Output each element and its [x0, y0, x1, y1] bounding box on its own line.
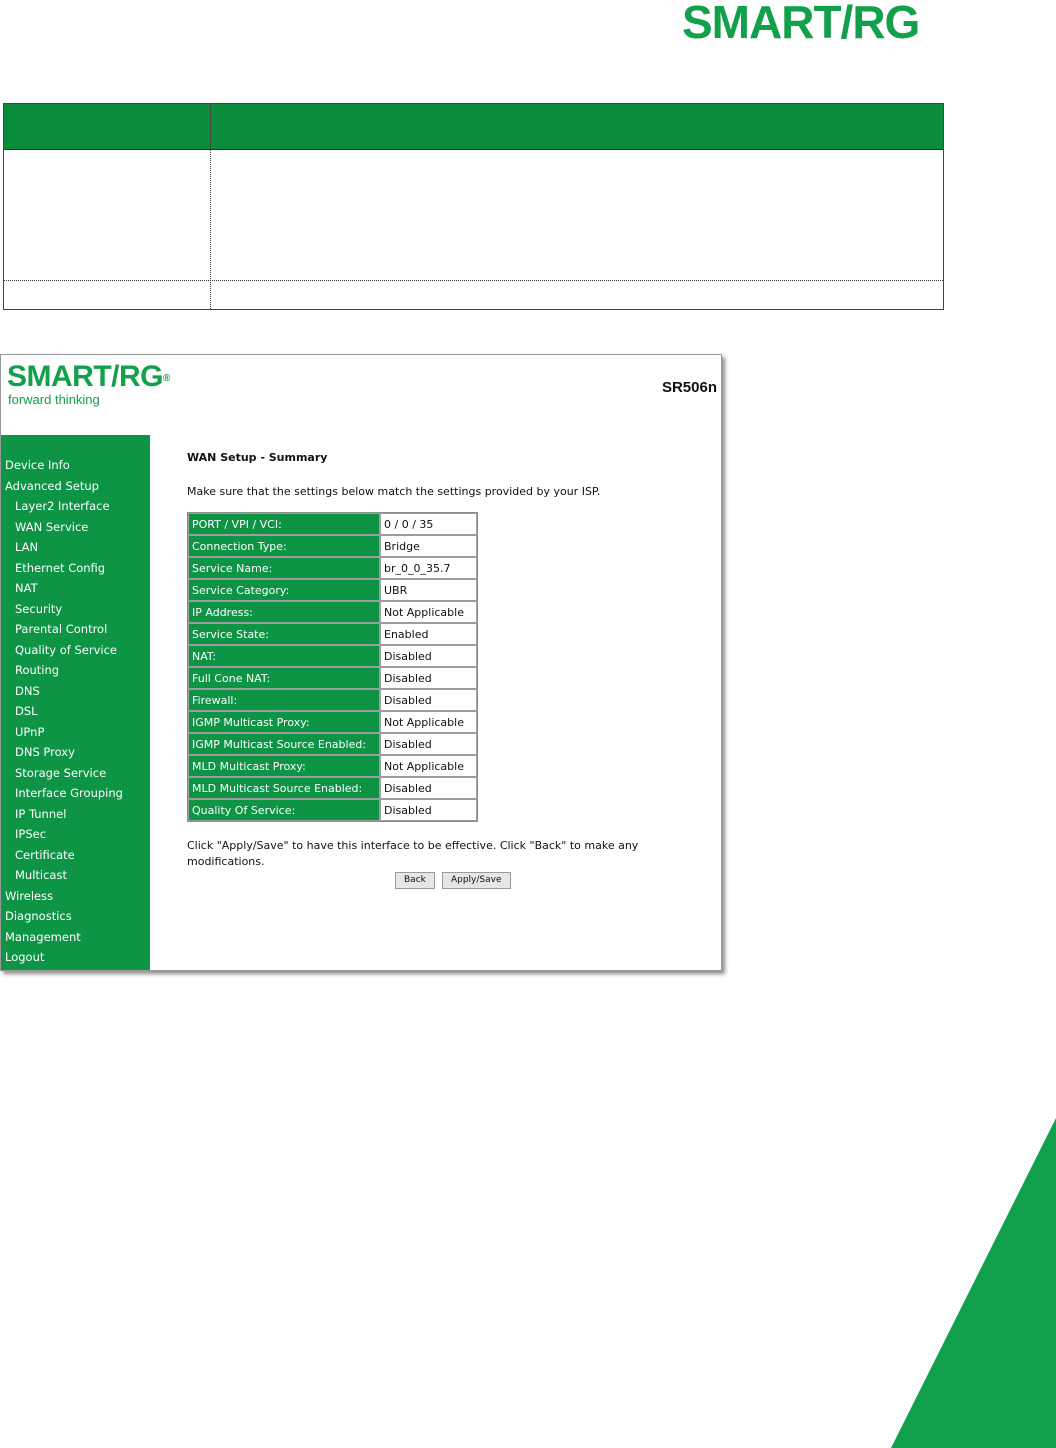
row-value: 0 / 0 / 35 [380, 513, 477, 535]
row-label: NAT: [188, 645, 380, 667]
sidebar-item-device-info[interactable]: Device Info [5, 458, 70, 472]
sidebar-item-management[interactable]: Management [5, 929, 81, 944]
document-table-row-divider [4, 280, 943, 281]
sidebar-item-lan[interactable]: LAN [15, 540, 39, 554]
row-value: Not Applicable [380, 711, 477, 733]
document-table-column-divider [210, 104, 211, 309]
table-row [188, 799, 477, 821]
sidebar-item-quality-of-service[interactable]: Quality of Service [15, 642, 117, 657]
table-row [188, 535, 477, 557]
registered-mark: ® [163, 373, 170, 384]
sidebar-item-parental-control[interactable]: Parental Control [15, 622, 108, 636]
document-table-header [4, 104, 943, 150]
row-value: Disabled [380, 645, 477, 667]
row-label: Connection Type: [188, 535, 380, 557]
row-value: Enabled [380, 623, 477, 645]
header-brand-logo: SMART/RG [682, 0, 920, 48]
table-row [188, 667, 477, 689]
sidebar-item-layer2-interface[interactable]: Layer2 Interface [15, 499, 110, 513]
sidebar-item-dns[interactable]: DNS [15, 683, 40, 698]
sidebar-item-diagnostics[interactable]: Diagnostics [5, 909, 72, 923]
row-label: MLD Multicast Proxy: [188, 755, 380, 777]
row-value: Bridge [380, 535, 477, 557]
row-value: Not Applicable [380, 601, 477, 623]
button-row [187, 872, 707, 891]
row-value: Disabled [380, 777, 477, 799]
sidebar-item-ethernet-config[interactable]: Ethernet Config [15, 560, 106, 575]
row-value: Disabled [380, 799, 477, 821]
sidebar-item-ipsec[interactable]: IPSec [15, 827, 47, 841]
row-value: UBR [380, 579, 477, 601]
footer-note: Click "Apply/Save" to have this interface to be effective. Click "Back" to make any modifications. [187, 839, 639, 868]
sidebar-item-interface-grouping[interactable]: Interface Grouping [15, 786, 123, 800]
sidebar-item-dns-proxy[interactable]: DNS Proxy [15, 745, 75, 759]
row-label: IGMP Multicast Source Enabled: [188, 733, 380, 755]
row-value: Disabled [380, 689, 477, 711]
row-label: MLD Multicast Source Enabled: [188, 777, 380, 799]
row-label: Service Category: [188, 579, 380, 601]
row-label: Full Cone NAT: [188, 667, 380, 689]
row-label: Quality Of Service: [188, 799, 380, 821]
sidebar-item-upnp[interactable]: UPnP [15, 724, 45, 739]
sidebar-item-certificate[interactable]: Certificate [15, 847, 75, 862]
sidebar-item-routing[interactable]: Routing [15, 663, 60, 677]
sidebar-item-ip-tunnel[interactable]: IP Tunnel [15, 806, 67, 821]
table-row [188, 513, 477, 535]
table-row [188, 601, 477, 623]
sidebar-item-storage-service[interactable]: Storage Service [15, 765, 107, 780]
table-row [188, 711, 477, 733]
table-row [188, 557, 477, 579]
table-row [188, 689, 477, 711]
table-row [188, 579, 477, 601]
row-label: IP Address: [188, 601, 380, 623]
table-row [188, 733, 477, 755]
sidebar-item-wan-service[interactable]: WAN Service [15, 519, 89, 534]
sidebar-item-wireless[interactable]: Wireless [5, 888, 54, 903]
page-title: WAN Setup - Summary [187, 451, 328, 464]
router-logo [7, 361, 170, 407]
table-row [188, 755, 477, 777]
router-logo-tagline: forward thinking [8, 392, 100, 407]
main-content [187, 451, 707, 891]
table-row [188, 645, 477, 667]
model-name: SR506n [661, 379, 717, 396]
apply-save-button[interactable]: Apply/Save [442, 872, 511, 889]
router-logo-wordmark: SMART/RG® [7, 360, 170, 393]
row-label: PORT / VPI / VCI: [188, 513, 380, 535]
sidebar-item-logout[interactable]: Logout [5, 950, 45, 964]
row-label: Firewall: [188, 689, 380, 711]
row-value: Disabled [380, 667, 477, 689]
sidebar-nav [1, 435, 150, 971]
decorative-green-corner [891, 1118, 1056, 1448]
document-table [3, 103, 944, 310]
sidebar-item-advanced-setup[interactable]: Advanced Setup [5, 478, 99, 493]
row-label: IGMP Multicast Proxy: [188, 711, 380, 733]
row-value: Not Applicable [380, 755, 477, 777]
row-label: Service Name: [188, 557, 380, 579]
sidebar-item-security[interactable]: Security [15, 601, 63, 616]
row-label: Service State: [188, 623, 380, 645]
table-row [188, 777, 477, 799]
back-button[interactable]: Back [395, 872, 435, 889]
sidebar-item-dsl[interactable]: DSL [15, 704, 38, 718]
table-row [188, 623, 477, 645]
row-value: Disabled [380, 733, 477, 755]
sidebar-item-nat[interactable]: NAT [15, 581, 38, 595]
sidebar-item-multicast[interactable]: Multicast [15, 868, 67, 882]
summary-table [187, 512, 478, 822]
router-ui-screenshot [0, 354, 722, 971]
row-value: br_0_0_35.7 [380, 557, 477, 579]
intro-text: Make sure that the settings below match the settings provided by your ISP. [187, 485, 601, 498]
